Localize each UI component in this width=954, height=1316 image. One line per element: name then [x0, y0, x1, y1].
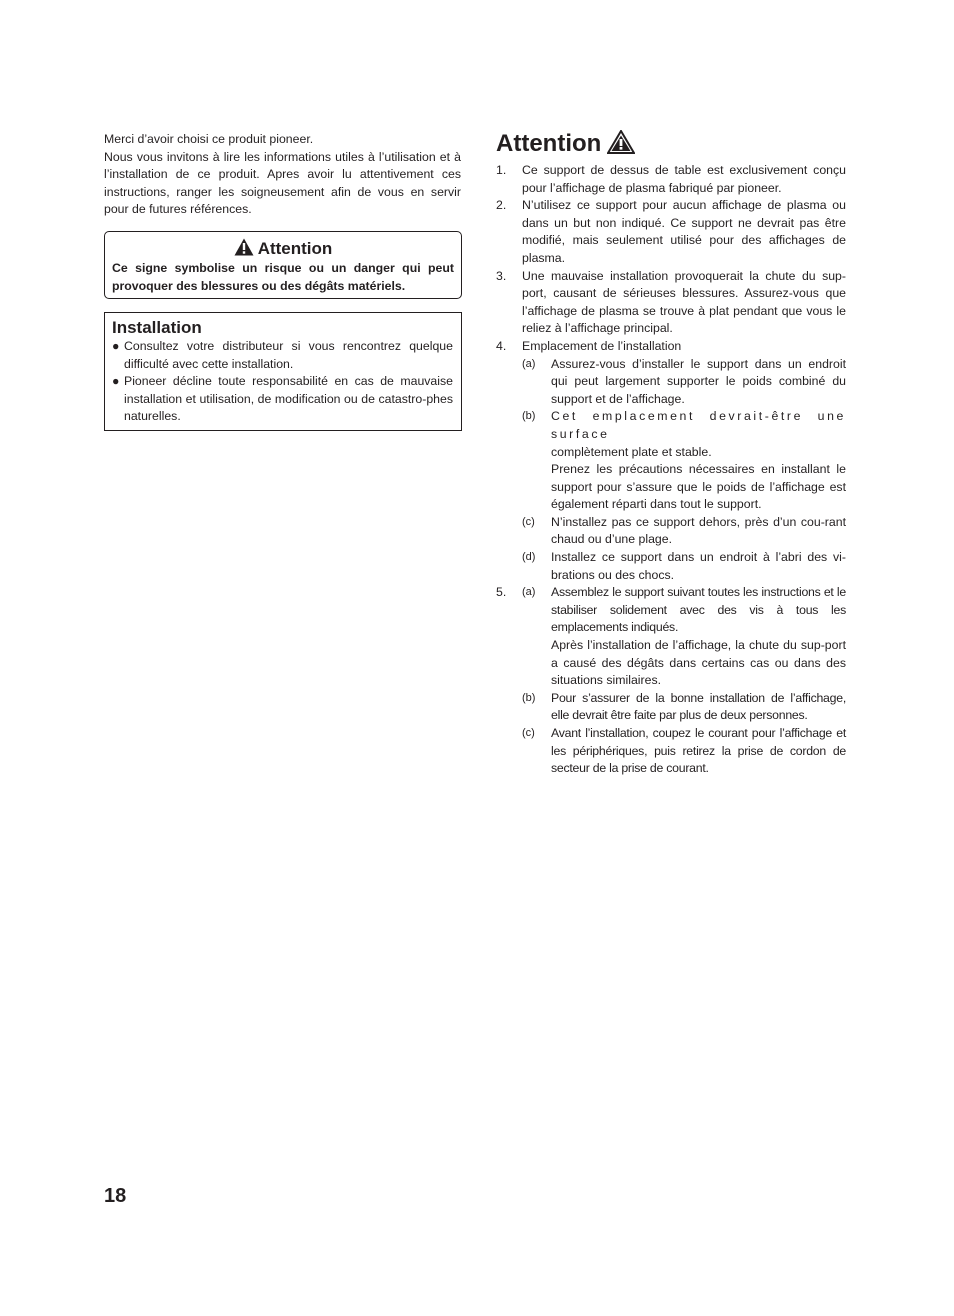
list-item: [496, 338, 846, 584]
item-number: 1.: [496, 163, 507, 177]
sub-label: (a): [522, 357, 536, 370]
sub-text: Avant l’installation, coupez le courant pour l’affichage et les périphériques, puis retirez la prise de cordon de secteur de la prise de courant.: [551, 726, 846, 776]
sub-item: [522, 408, 846, 514]
installation-box: [104, 312, 462, 431]
sub-label: (c): [522, 515, 535, 528]
list-item: [112, 373, 453, 426]
sub-text: Assemblez le support suivant toutes les instructions et le stabiliser solidement avec des vis à tous les emplacements indiqués.: [551, 585, 846, 635]
sub-label: (c): [522, 727, 535, 739]
intro-line-2: Nous vous invitons à lire les informations utiles à l’utilisation et à l’installation de ce produit. Apres avoir lu attentivement ces instructions, ranger les soigneusement afin de vous en servir pour de futures références.: [104, 149, 461, 217]
intro-text: [104, 131, 461, 219]
list-item: [496, 197, 846, 267]
item-number: 4.: [496, 338, 507, 353]
installation-list: [112, 338, 453, 426]
sub-extra-text: Prenez les précautions nécessaires en installant le support pour s’assure que le poids de l’affichage est également réparti dans tout le support.: [551, 462, 846, 512]
bullet-icon: ●: [112, 374, 120, 389]
sub-item: [522, 725, 846, 778]
sub-item: [522, 514, 846, 549]
list-item: [496, 584, 846, 778]
sub-label: (a): [522, 586, 536, 599]
warning-triangle-icon: [607, 130, 635, 154]
warning-box-title-text: Attention: [257, 239, 333, 258]
item-number: 3.: [496, 268, 507, 283]
page-title: [496, 129, 635, 159]
installation-item-text: Consultez votre distributeur si vous rencontrez quelque difficulté avec cette installation.: [124, 339, 453, 371]
sub-text: N’installez pas ce support dehors, près d’un cou-rant chaud ou d’une plage.: [551, 514, 846, 547]
sub-text: Assurez-vous d’installer le support dans un endroit qui peut largement supporter le poids combiné du support et de l’affichage.: [551, 356, 846, 406]
page-title-text: Attention: [496, 130, 602, 157]
sub-label: (b): [522, 691, 536, 704]
list-item: [496, 268, 846, 338]
installation-item-text: Pioneer décline toute responsabilité en cas de mauvaise installation et utilisation, de modification ou de catastro-phes naturelles.: [124, 374, 453, 424]
sub-text: Cet emplacement devrait-être une surface: [551, 409, 846, 441]
sub-item: [522, 584, 846, 690]
list-item: [496, 162, 846, 197]
sub-text: Pour s’assurer de la bonne installation de l’affichage, elle devrait être faite par plus de deux personnes.: [551, 690, 846, 723]
sub-text-continued: complètement plate et stable.: [551, 444, 712, 459]
attention-list: [496, 162, 846, 778]
sub-text: Installez ce support dans un endroit à l’abri des vi-brations ou des chocs.: [551, 550, 846, 582]
sub-item: [522, 690, 846, 725]
sub-item: [522, 549, 846, 584]
sub-extra-text: Après l’installation de l’affichage, la chute du sup-port a causé des dégâts dans certains cas ou dans des situations similaires.: [551, 638, 846, 688]
sub-label: (b): [522, 410, 536, 423]
installation-title: Installation: [112, 318, 202, 337]
page-number: 18: [104, 1185, 127, 1207]
item-text: Ce support de dessus de table est exclusivement conçu pour l’affichage de plasma fabriqué par pioneer.: [522, 163, 846, 195]
item-text: Une mauvaise installation provoquerait la chute du sup-port, causant de sérieuses blessures. Assurez-vous que l’affichage de plasma se trouve à plat pendant que vous le reliez à l’affichage principal.: [522, 268, 846, 336]
sub-item: [522, 356, 846, 409]
list-item: [112, 338, 453, 373]
item-number: 5.: [496, 585, 507, 600]
sub-label: (d): [522, 551, 536, 564]
warning-box: [104, 231, 462, 299]
warning-triangle-icon: [234, 238, 254, 256]
warning-box-title: [105, 238, 461, 259]
warning-box-text: Ce signe symbolise un risque ou un danger qui peut provoquer des blessures ou des dégâts matériels.: [112, 261, 454, 293]
intro-line-1: Merci d’avoir choisi ce produit pioneer.: [104, 132, 314, 146]
item-text: Emplacement de l’installation: [522, 338, 682, 353]
bullet-icon: ●: [112, 339, 120, 353]
item-number: 2.: [496, 198, 507, 213]
item-text: N’utilisez ce support pour aucun affichage de plasma ou dans un but non indiqué. Ce support ne devrait pas être modifié, mais seulement utilisé pour des affichages de plasma.: [522, 198, 846, 265]
